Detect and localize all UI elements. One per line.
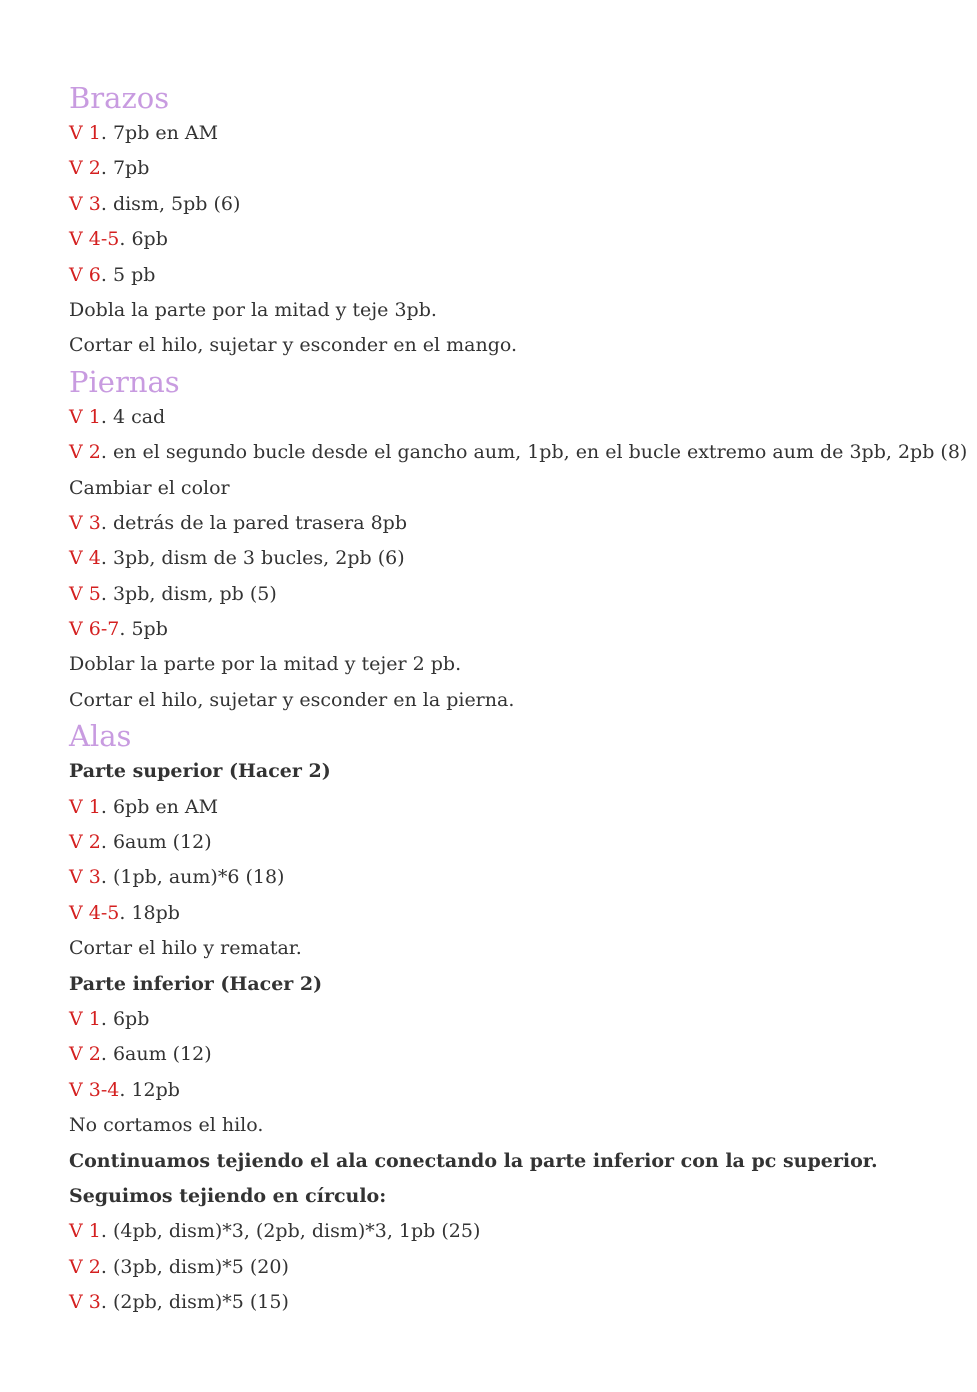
instruction-note: [69, 1108, 977, 1143]
instruction-row: [69, 860, 977, 895]
round-label: V 3: [69, 511, 101, 534]
round-label: V 2: [69, 157, 101, 180]
round-label: V 6-7: [69, 618, 120, 641]
subheading: [69, 754, 977, 789]
instruction-text: . (3pb, dism)*5 (20): [100, 1255, 289, 1278]
instruction-text: Doblar la parte por la mitad y tejer 2 pb.: [69, 653, 462, 676]
instruction-row: [69, 116, 977, 151]
section-title-brazos: Brazos: [69, 81, 170, 115]
instruction-text: Dobla la parte por la mitad y teje 3pb.: [69, 298, 437, 321]
section-title-alas: Alas: [69, 719, 132, 754]
instruction-text: . 3pb, dism de 3 bucles, 2pb (6): [100, 547, 405, 570]
instruction-text: Cortar el hilo y rematar.: [69, 937, 302, 960]
instruction-note: [69, 647, 977, 682]
instruction-note: [69, 471, 977, 506]
instruction-row: [69, 1073, 977, 1108]
section-title-piernas: Piernas: [69, 364, 180, 399]
instruction-text: . 12pb: [119, 1078, 180, 1101]
round-label: V 1: [69, 122, 101, 144]
instruction-note: [69, 328, 977, 363]
round-label: V 4-5: [69, 228, 120, 251]
instruction-text: Continuamos tejiendo el ala conectando la parte inferior con la pc superior. Seguimos tejiendo en círculo:: [69, 1149, 878, 1207]
round-label: V 3: [69, 192, 101, 215]
round-label: V 2: [69, 831, 101, 854]
instruction-row: [69, 1285, 977, 1320]
instruction-text: . 6pb: [100, 1007, 150, 1030]
instruction-row: [69, 222, 977, 257]
instruction-text: . 18pb: [119, 901, 180, 924]
instruction-row: [69, 435, 977, 470]
instruction-row: [69, 187, 977, 222]
round-label: V 4-5: [69, 901, 120, 924]
instruction-text: . 5pb: [119, 618, 168, 641]
instruction-text: . 7pb en AM: [100, 122, 219, 144]
instruction-note: [69, 931, 977, 966]
instruction-text: Parte inferior (Hacer 2): [69, 972, 323, 995]
instruction-row: [69, 541, 977, 576]
instruction-text: Cortar el hilo, sujetar y esconder en el mango.: [69, 334, 518, 357]
instruction-row: [69, 896, 977, 931]
round-label: V 1: [69, 795, 101, 818]
round-label: V 4: [69, 547, 101, 570]
instruction-text: . (1pb, aum)*6 (18): [100, 866, 285, 889]
instruction-text: . (2pb, dism)*5 (15): [100, 1291, 289, 1314]
round-label: V 1: [69, 405, 101, 428]
instruction-row: [69, 612, 977, 647]
instruction-text: Cortar el hilo, sujetar y esconder en la pierna.: [69, 688, 515, 711]
instruction-text: Parte superior (Hacer 2): [69, 760, 331, 783]
round-label: V 2: [69, 441, 101, 464]
round-label: V 2: [69, 1043, 101, 1066]
instruction-row: [69, 790, 977, 825]
round-label: V 3: [69, 1291, 101, 1314]
instruction-text: . 6pb: [119, 228, 168, 251]
instruction-text: Cambiar el color: [69, 476, 230, 499]
instruction-row: [69, 506, 977, 541]
instruction-row: [69, 1214, 977, 1249]
subheading: [69, 967, 977, 1002]
instruction-row: [69, 825, 977, 860]
instruction-text: . dism, 5pb (6): [100, 192, 241, 215]
instruction-row: [69, 1002, 977, 1037]
instruction-text: No cortamos el hilo.: [69, 1114, 264, 1137]
round-label: V 6: [69, 263, 101, 286]
round-label: V 5: [69, 582, 101, 605]
instruction-note: [69, 683, 977, 718]
instruction-row: [69, 258, 977, 293]
instruction-text: . 3pb, dism, pb (5): [100, 582, 277, 605]
instruction-note: [69, 293, 977, 328]
instruction-text: . 7pb: [100, 157, 150, 180]
instruction-text: . 6aum (12): [100, 1043, 212, 1066]
instruction-text: . (4pb, dism)*3, (2pb, dism)*3, 1pb (25): [100, 1220, 481, 1243]
round-label: V 2: [69, 1255, 101, 1278]
instruction-row: [69, 400, 977, 435]
instruction-text: . en el segundo bucle desde el gancho aum, 1pb, en el bucle extremo aum de 3pb, 2pb (8): [100, 441, 968, 464]
instruction-text: . 6pb en AM: [100, 795, 219, 818]
instruction-row: [69, 151, 977, 186]
round-label: V 3-4: [69, 1078, 120, 1101]
round-label: V 1: [69, 1220, 101, 1243]
instruction-text: . 6aum (12): [100, 831, 212, 854]
subheading: [69, 1144, 889, 1215]
instruction-text: . 5 pb: [100, 263, 156, 286]
round-label: V 1: [69, 1007, 101, 1030]
instruction-row: [69, 577, 977, 612]
instruction-row: [69, 1037, 977, 1072]
instruction-row: [69, 1250, 977, 1285]
round-label: V 3: [69, 866, 101, 889]
instruction-text: . detrás de la pared trasera 8pb: [100, 511, 407, 534]
instruction-text: . 4 cad: [100, 405, 166, 428]
